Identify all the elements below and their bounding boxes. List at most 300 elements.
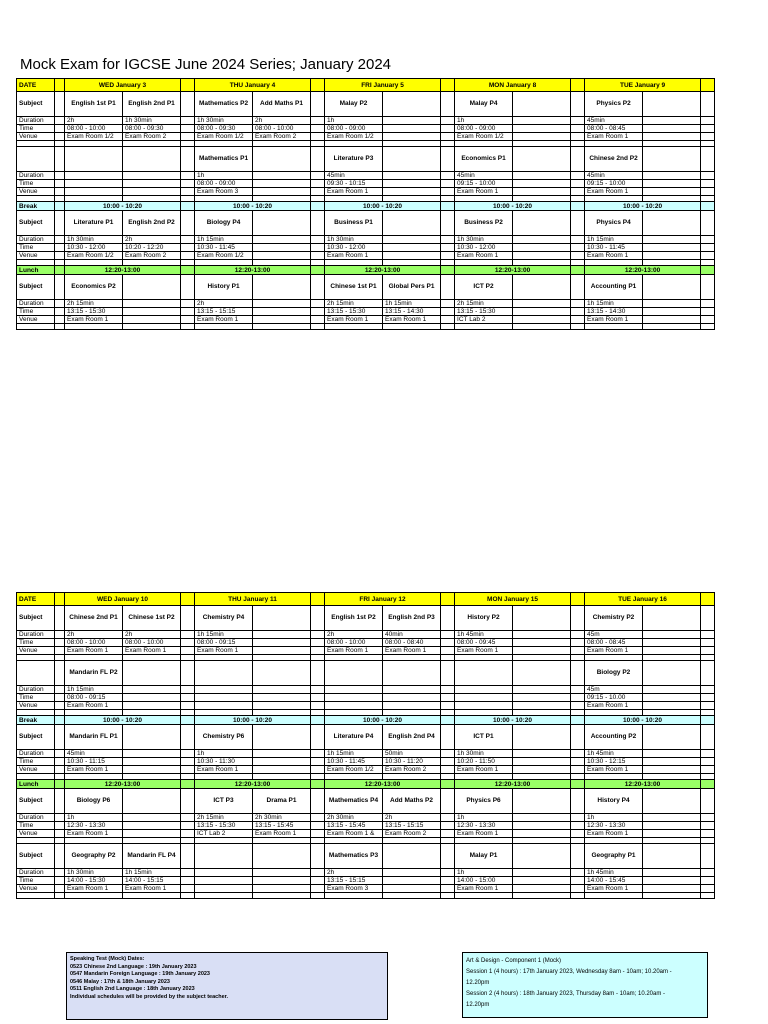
spacer-cell	[311, 606, 325, 631]
duration-row	[17, 236, 715, 244]
spacer-cell	[181, 877, 195, 885]
row-label: Duration	[17, 750, 55, 758]
spacer-cell	[701, 789, 715, 814]
spacer-cell	[311, 236, 325, 244]
exam-cell	[513, 758, 571, 766]
spacer-cell	[701, 316, 715, 324]
exam-cell: 2h 15min	[455, 300, 513, 308]
page-title: Mock Exam for IGCSE June 2024 Series; January 2024	[20, 56, 392, 73]
day-cell: 12:20-13:00	[585, 780, 701, 789]
venue-row	[17, 647, 715, 655]
exam-cell: Exam Room 1	[585, 702, 643, 710]
exam-cell: Biology P6	[65, 789, 123, 814]
note-line: 0546 Malay : 17th & 18th January 2023	[70, 978, 170, 985]
row-label: Subject	[17, 606, 55, 631]
row-label: Venue	[17, 830, 55, 838]
day-cell: 10:00 - 10:20	[195, 202, 311, 211]
spacer-cell	[17, 893, 55, 899]
exam-cell	[513, 725, 571, 750]
exam-cell: Exam Room 1	[455, 885, 513, 893]
row-label: DATE	[17, 593, 55, 606]
spacer-cell	[181, 822, 195, 830]
exam-cell: English 2nd P4	[383, 725, 441, 750]
exam-cell: 1h	[455, 117, 513, 125]
exam-cell: Exam Room 2	[123, 252, 181, 260]
exam-cell: Exam Room 1	[585, 252, 643, 260]
exam-cell	[253, 147, 311, 172]
spacer-cell	[55, 639, 65, 647]
spacer-cell	[311, 300, 325, 308]
exam-cell: 13:15 - 15:15	[325, 877, 383, 885]
exam-cell: 2h	[123, 631, 181, 639]
exam-cell: 08:00 - 09:45	[455, 639, 513, 647]
spacer-cell	[701, 844, 715, 869]
row-label: Lunch	[17, 780, 55, 789]
spacer-cell	[571, 893, 585, 899]
time-row	[17, 308, 715, 316]
exam-cell	[195, 885, 253, 893]
subject-row	[17, 661, 715, 686]
exam-cell: 1h 45min	[585, 869, 643, 877]
exam-cell: Exam Room 1	[195, 766, 253, 774]
spacer-cell	[441, 814, 455, 822]
blank-row	[17, 324, 715, 330]
exam-cell	[513, 877, 571, 885]
spacer-cell	[701, 117, 715, 125]
spacer-cell	[571, 244, 585, 252]
day-cell: 10:00 - 10:20	[585, 202, 701, 211]
spacer-cell	[311, 639, 325, 647]
exam-cell: Exam Room 1/2	[195, 252, 253, 260]
exam-cell	[383, 686, 441, 694]
spacer-cell	[181, 844, 195, 869]
exam-cell: Chinese 2nd P2	[585, 147, 643, 172]
row-label: Venue	[17, 702, 55, 710]
exam-cell: Exam Room 2	[253, 133, 311, 141]
spacer-cell	[311, 79, 325, 92]
exam-cell	[513, 244, 571, 252]
spacer-cell	[181, 702, 195, 710]
exam-cell	[383, 180, 441, 188]
spacer-cell	[311, 188, 325, 196]
day-cell: WED January 10	[65, 593, 181, 606]
exam-cell	[455, 694, 513, 702]
spacer-cell	[643, 324, 701, 330]
spacer-cell	[701, 188, 715, 196]
spacer-cell	[441, 758, 455, 766]
spacer-cell	[701, 830, 715, 838]
exam-cell	[643, 639, 701, 647]
exam-cell	[643, 661, 701, 686]
row-label: Duration	[17, 172, 55, 180]
exam-cell: 1h 30min	[195, 117, 253, 125]
spacer-cell	[181, 211, 195, 236]
duration-row	[17, 300, 715, 308]
exam-cell: 08:00 - 09:30	[195, 125, 253, 133]
spacer-cell	[181, 631, 195, 639]
time-row	[17, 694, 715, 702]
spacer-cell	[701, 252, 715, 260]
spacer-cell	[701, 877, 715, 885]
spacer-cell	[441, 639, 455, 647]
spacer-cell	[181, 716, 195, 725]
lunch-row	[17, 266, 715, 275]
exam-cell: 10:30 - 11:45	[195, 244, 253, 252]
exam-cell	[643, 647, 701, 655]
exam-cell	[513, 702, 571, 710]
spacer-cell	[571, 147, 585, 172]
exam-cell: 10:30 - 12:00	[65, 244, 123, 252]
day-cell: 10:00 - 10:20	[65, 716, 181, 725]
exam-cell: 14:00 - 15:15	[123, 877, 181, 885]
spacer-cell	[441, 211, 455, 236]
exam-cell: 1h 30min	[123, 117, 181, 125]
exam-cell	[513, 300, 571, 308]
exam-cell: Physics P2	[585, 92, 643, 117]
exam-cell: Exam Room 1 &	[325, 830, 383, 838]
row-label: Time	[17, 877, 55, 885]
spacer-cell	[571, 606, 585, 631]
spacer-cell	[181, 766, 195, 774]
art-design-notes	[462, 952, 708, 1018]
exam-cell: Mathematics P2	[195, 92, 253, 117]
exam-cell: Mandarin FL P2	[65, 661, 123, 686]
exam-cell: Physics P4	[585, 211, 643, 236]
exam-cell	[253, 661, 311, 686]
exam-cell	[253, 750, 311, 758]
exam-cell	[253, 758, 311, 766]
day-cell: THU January 11	[195, 593, 311, 606]
exam-cell	[123, 275, 181, 300]
spacer-cell	[181, 780, 195, 789]
spacer-cell	[441, 180, 455, 188]
spacer-cell	[55, 725, 65, 750]
spacer-cell	[55, 324, 65, 330]
spacer-cell	[311, 686, 325, 694]
spacer-cell	[701, 125, 715, 133]
row-label: Subject	[17, 725, 55, 750]
note-line: Speaking Test (Mock) Dates:	[70, 956, 145, 962]
spacer-cell	[311, 631, 325, 639]
spacer-cell	[585, 893, 643, 899]
exam-cell: 13:15 - 15:30	[325, 308, 383, 316]
exam-cell	[383, 252, 441, 260]
spacer-cell	[571, 766, 585, 774]
spacer-cell	[181, 266, 195, 275]
exam-cell	[253, 211, 311, 236]
spacer-cell	[181, 725, 195, 750]
exam-cell: 10:30 - 12:15	[585, 758, 643, 766]
break-row	[17, 202, 715, 211]
spacer-cell	[55, 893, 65, 899]
exam-cell	[253, 244, 311, 252]
exam-cell: Exam Room 1/2	[325, 766, 383, 774]
exam-cell: 1h	[325, 117, 383, 125]
exam-cell	[253, 844, 311, 869]
exam-cell: Exam Room 1	[253, 830, 311, 838]
spacer-cell	[181, 180, 195, 188]
exam-cell	[643, 814, 701, 822]
spacer-cell	[701, 750, 715, 758]
spacer-cell	[701, 814, 715, 822]
exam-cell: ICT P2	[455, 275, 513, 300]
spacer-cell	[311, 844, 325, 869]
spacer-cell	[701, 647, 715, 655]
exam-cell: Malay P1	[455, 844, 513, 869]
duration-row	[17, 869, 715, 877]
spacer-cell	[311, 117, 325, 125]
exam-cell: Exam Room 3	[195, 188, 253, 196]
exam-cell	[643, 822, 701, 830]
exam-cell: 2h 15min	[65, 300, 123, 308]
spacer-cell	[571, 725, 585, 750]
spacer-cell	[311, 789, 325, 814]
exam-cell	[65, 172, 123, 180]
spacer-cell	[181, 147, 195, 172]
exam-cell: Exam Room 1	[325, 647, 383, 655]
spacer-cell	[55, 92, 65, 117]
exam-cell	[383, 125, 441, 133]
spacer-cell	[571, 180, 585, 188]
exam-cell: Economics P1	[455, 147, 513, 172]
exam-cell: Chemistry P2	[585, 606, 643, 631]
exam-cell: Mathematics P4	[325, 789, 383, 814]
exam-cell: Exam Room 1	[455, 830, 513, 838]
exam-cell	[383, 211, 441, 236]
exam-cell: 12:30 - 13:30	[455, 822, 513, 830]
row-label: Duration	[17, 236, 55, 244]
row-label: Duration	[17, 117, 55, 125]
exam-cell: Geography P2	[65, 844, 123, 869]
exam-cell: Exam Room 1/2	[65, 133, 123, 141]
spacer-cell	[55, 844, 65, 869]
spacer-cell	[181, 133, 195, 141]
spacer-cell	[383, 324, 441, 330]
spacer-cell	[55, 758, 65, 766]
spacer-cell	[571, 716, 585, 725]
exam-cell: 2h 15min	[195, 814, 253, 822]
spacer-cell	[441, 308, 455, 316]
exam-cell: Malay P2	[325, 92, 383, 117]
spacer-cell	[181, 661, 195, 686]
day-cell: 10:00 - 10:20	[325, 202, 441, 211]
spacer-cell	[55, 750, 65, 758]
exam-cell	[383, 661, 441, 686]
exam-cell: 2h	[65, 631, 123, 639]
spacer-cell	[55, 686, 65, 694]
exam-cell	[643, 758, 701, 766]
exam-cell	[253, 647, 311, 655]
spacer-cell	[701, 885, 715, 893]
exam-cell	[253, 686, 311, 694]
spacer-cell	[701, 780, 715, 789]
row-label	[17, 661, 55, 686]
spacer-cell	[441, 766, 455, 774]
exam-cell: Exam Room 2	[383, 766, 441, 774]
exam-cell	[253, 702, 311, 710]
spacer-cell	[571, 885, 585, 893]
exam-cell	[195, 869, 253, 877]
exam-cell: 12:30 - 13:30	[585, 822, 643, 830]
exam-cell: English 1st P2	[325, 606, 383, 631]
exam-cell	[643, 885, 701, 893]
subject-row	[17, 606, 715, 631]
spacer-cell	[181, 814, 195, 822]
spacer-cell	[441, 147, 455, 172]
exam-cell	[643, 125, 701, 133]
exam-cell: Exam Room 1	[65, 647, 123, 655]
row-label: Venue	[17, 766, 55, 774]
spacer-cell	[701, 639, 715, 647]
spacer-cell	[701, 716, 715, 725]
spacer-cell	[55, 789, 65, 814]
spacer-cell	[441, 188, 455, 196]
exam-cell: ICT P3	[195, 789, 253, 814]
spacer-cell	[571, 869, 585, 877]
exam-cell: Literature P1	[65, 211, 123, 236]
spacer-cell	[55, 180, 65, 188]
spacer-cell	[701, 202, 715, 211]
spacer-cell	[311, 316, 325, 324]
row-label: Time	[17, 758, 55, 766]
exam-cell: 08:00 - 09:00	[325, 125, 383, 133]
spacer-cell	[571, 702, 585, 710]
day-cell: 12:20-13:00	[325, 266, 441, 275]
spacer-cell	[55, 877, 65, 885]
exam-cell	[513, 885, 571, 893]
exam-cell	[513, 631, 571, 639]
exam-cell: Exam Room 1/2	[455, 133, 513, 141]
spacer-cell	[571, 830, 585, 838]
spacer-cell	[253, 324, 311, 330]
spacer-cell	[701, 211, 715, 236]
exam-cell	[643, 686, 701, 694]
spacer-cell	[571, 92, 585, 117]
spacer-cell	[701, 686, 715, 694]
exam-cell: Biology P2	[585, 661, 643, 686]
exam-cell	[643, 750, 701, 758]
row-label: Subject	[17, 789, 55, 814]
exam-cell: 08:00 - 10:00	[325, 639, 383, 647]
exam-cell	[643, 725, 701, 750]
spacer-cell	[571, 822, 585, 830]
exam-cell	[643, 211, 701, 236]
spacer-cell	[311, 252, 325, 260]
exam-cell: Chinese 1st P1	[325, 275, 383, 300]
spacer-cell	[585, 324, 643, 330]
exam-cell	[123, 661, 181, 686]
exam-cell	[253, 725, 311, 750]
exam-cell	[643, 275, 701, 300]
exam-cell	[643, 694, 701, 702]
exam-cell	[643, 606, 701, 631]
spacer-cell	[55, 316, 65, 324]
exam-cell: 09:15 - 10:00	[585, 180, 643, 188]
time-row	[17, 877, 715, 885]
subject-row	[17, 844, 715, 869]
exam-cell: 09:15 - 10.00	[585, 694, 643, 702]
exam-cell: 45min	[455, 172, 513, 180]
exam-cell: English 2nd P2	[123, 211, 181, 236]
note-line: 12.20pm	[466, 980, 490, 986]
exam-cell	[643, 252, 701, 260]
exam-cell	[513, 316, 571, 324]
duration-row	[17, 814, 715, 822]
exam-cell	[513, 789, 571, 814]
spacer-cell	[701, 266, 715, 275]
spacer-cell	[571, 877, 585, 885]
spacer-cell	[571, 202, 585, 211]
exam-cell: 1h	[65, 814, 123, 822]
spacer-cell	[571, 758, 585, 766]
spacer-cell	[181, 885, 195, 893]
spacer-cell	[441, 780, 455, 789]
spacer-cell	[701, 147, 715, 172]
spacer-cell	[55, 275, 65, 300]
spacer-cell	[55, 814, 65, 822]
row-label: Time	[17, 180, 55, 188]
spacer-cell	[195, 324, 253, 330]
spacer-cell	[455, 324, 513, 330]
spacer-cell	[311, 180, 325, 188]
venue-row	[17, 885, 715, 893]
spacer-cell	[55, 694, 65, 702]
note-line: Session 1 (4 hours) : 17th January 2023, Wednesday 8am - 10am; 10.20am -	[466, 969, 672, 975]
exam-cell: Economics P2	[65, 275, 123, 300]
spacer-cell	[55, 172, 65, 180]
exam-cell: 10:30 - 12:00	[325, 244, 383, 252]
spacer-cell	[55, 308, 65, 316]
exam-cell	[643, 147, 701, 172]
spacer-cell	[181, 244, 195, 252]
spacer-cell	[441, 172, 455, 180]
spacer-cell	[441, 125, 455, 133]
exam-cell: 10:30 - 11:30	[195, 758, 253, 766]
exam-cell: Exam Room 1	[585, 133, 643, 141]
exam-cell: Global Pers P1	[383, 275, 441, 300]
spacer-cell	[571, 789, 585, 814]
exam-cell: 1h 15min	[123, 869, 181, 877]
spacer-cell	[311, 172, 325, 180]
spacer-cell	[571, 780, 585, 789]
spacer-cell	[311, 694, 325, 702]
spacer-cell	[571, 844, 585, 869]
day-cell: 12:20-13:00	[65, 266, 181, 275]
exam-cell: 1h 15min	[383, 300, 441, 308]
spacer-cell	[441, 236, 455, 244]
day-cell: 12:20-13:00	[325, 780, 441, 789]
spacer-cell	[55, 593, 65, 606]
exam-cell: 08:00 - 09:00	[455, 125, 513, 133]
duration-row	[17, 172, 715, 180]
spacer-cell	[181, 125, 195, 133]
exam-cell: ICT Lab 2	[195, 830, 253, 838]
exam-cell	[643, 300, 701, 308]
exam-cell: Exam Room 3	[325, 885, 383, 893]
exam-cell: 13:15 - 14:30	[383, 308, 441, 316]
exam-cell: Exam Room 1	[325, 252, 383, 260]
exam-cell: Add Maths P2	[383, 789, 441, 814]
exam-cell	[65, 188, 123, 196]
spacer-cell	[701, 725, 715, 750]
exam-cell	[383, 869, 441, 877]
exam-cell	[123, 822, 181, 830]
day-cell: 12:20-13:00	[455, 266, 571, 275]
spacer-cell	[55, 631, 65, 639]
exam-cell: 12:30 - 13:30	[65, 822, 123, 830]
spacer-cell	[441, 133, 455, 141]
spacer-cell	[181, 275, 195, 300]
